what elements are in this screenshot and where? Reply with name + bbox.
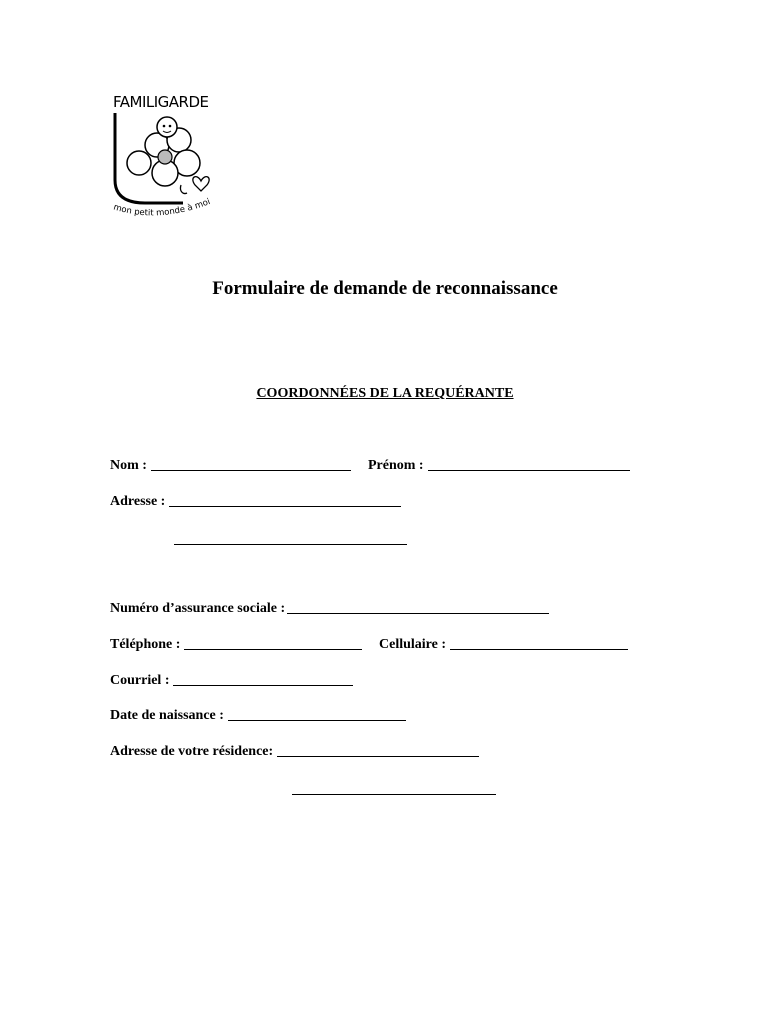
date-naissance-field <box>110 708 406 724</box>
nas-label: Numéro d’assurance sociale : <box>110 601 286 616</box>
adresse-input-line-2[interactable] <box>174 543 407 545</box>
adresse-residence-input-line-2[interactable] <box>292 793 496 795</box>
prenom-label: Prénom : <box>368 458 424 473</box>
cellulaire-field <box>379 637 628 653</box>
telephone-label: Téléphone : <box>110 637 181 652</box>
cellulaire-label: Cellulaire : <box>379 637 447 652</box>
cellulaire-input-line[interactable] <box>450 648 628 650</box>
nas-field <box>110 601 549 617</box>
adresse-label: Adresse : <box>110 494 166 509</box>
nom-input-line[interactable] <box>151 469 351 471</box>
date-naissance-label: Date de naissance : <box>110 708 224 723</box>
adresse-input-line[interactable] <box>169 505 401 507</box>
adresse-field <box>110 494 401 510</box>
prenom-input-line[interactable] <box>428 469 630 471</box>
section-title: COORDONNÉES DE LA REQUÉRANTE <box>256 386 514 401</box>
familigarde-logo-icon <box>105 85 225 230</box>
svg-text:FAMILIGARDE: FAMILIGARDE <box>113 93 209 111</box>
nom-label: Nom : <box>110 458 147 473</box>
nom-field <box>110 458 351 474</box>
telephone-input-line[interactable] <box>184 648 362 650</box>
prenom-field <box>368 458 630 474</box>
adresse-residence-label: Adresse de votre résidence: <box>110 744 274 759</box>
adresse-residence-input-line[interactable] <box>277 755 479 757</box>
courriel-field <box>110 673 353 689</box>
form-title: Formulaire de demande de reconnaissance <box>212 278 558 299</box>
telephone-field <box>110 637 362 653</box>
nas-input-line[interactable] <box>287 612 549 614</box>
familigarde-logo <box>105 85 225 230</box>
courriel-label: Courriel : <box>110 673 170 688</box>
courriel-input-line[interactable] <box>173 684 353 686</box>
adresse-residence-field <box>110 744 479 760</box>
logo-tagline: mon petit monde à moi <box>112 197 212 219</box>
date-naissance-input-line[interactable] <box>228 719 406 721</box>
